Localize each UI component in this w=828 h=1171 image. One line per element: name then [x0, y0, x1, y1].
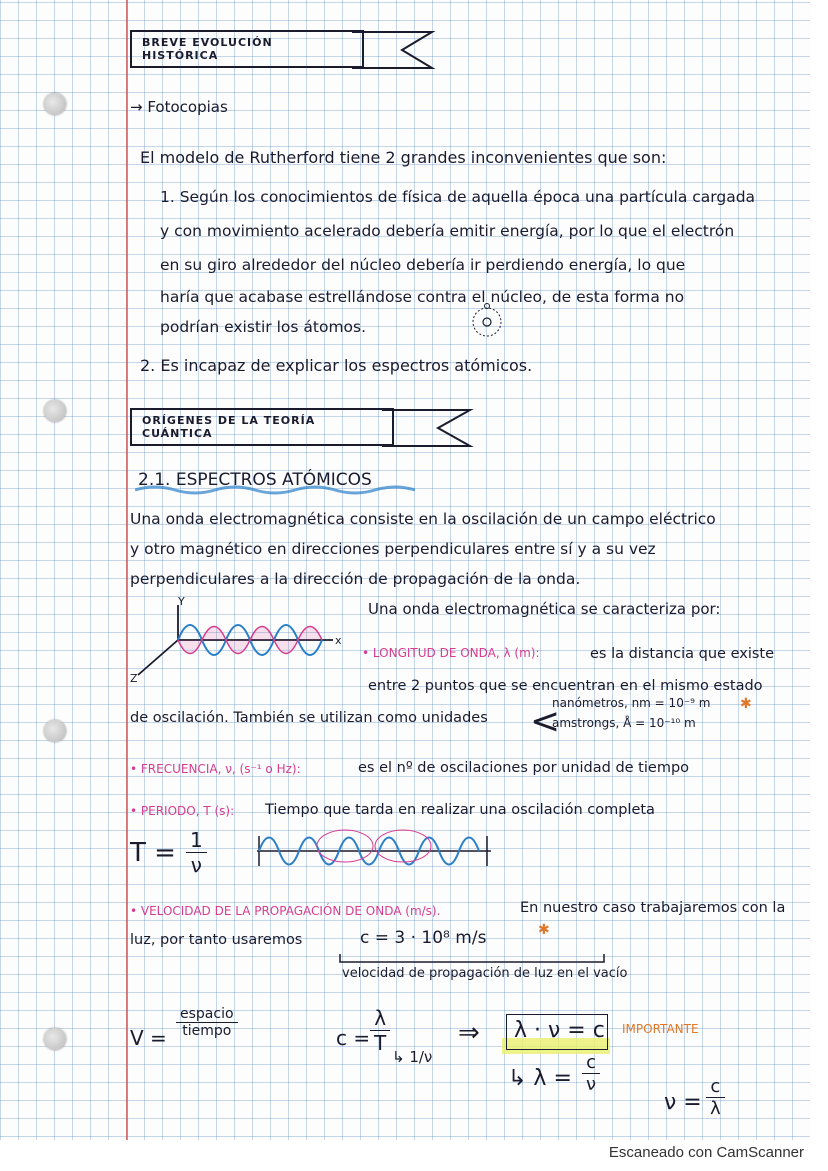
atom-sketch-icon [465, 300, 510, 340]
brace-icon: < [530, 701, 561, 742]
point2-text: 2. Es incapaz de explicar los espectros atómicos. [140, 356, 533, 375]
v-formula-lhs: V = [130, 1026, 167, 1050]
longitud-text: es la distancia que existe [590, 646, 775, 662]
lambda-formula-lhs: ↳ λ = [508, 1066, 572, 1091]
periodo-label: • PERIODO, T (s): [130, 804, 235, 818]
velocidad-text2: luz, por tanto usaremos [130, 932, 303, 948]
scanner-watermark: Escaneado con CamScanner [608, 1144, 804, 1161]
v-fraction [176, 1006, 238, 1039]
para-line: perpendiculares a la dirección de propagación de la onda. [130, 570, 581, 588]
lambda-fraction [582, 1052, 600, 1095]
fraction-denominator: T [374, 1031, 387, 1055]
longitud-text2: entre 2 puntos que se encuentran en el mismo estado [368, 678, 763, 694]
point1-line: haría que acabase estrellándose contra el núcleo, de esta forma no [160, 288, 685, 306]
c-fraction [370, 1006, 390, 1055]
implies-arrow-icon: ⇒ [458, 1018, 480, 1048]
c-constant-formula: c = 3 · 10⁸ m/s [360, 928, 487, 948]
frecuencia-label: • FRECUENCIA, ν, (s⁻¹ o Hz): [130, 762, 301, 776]
fotocopias-text: Fotocopias [147, 98, 228, 116]
axis-y-label: Y [178, 595, 185, 608]
axis-z-label: Z [130, 672, 138, 685]
frecuencia-text: es el nº de oscilaciones por unidad de tiempo [358, 760, 690, 776]
char-intro: Una onda electromagnética se caracteriza por: [368, 600, 721, 618]
longitud-text3: de oscilación. También se utilizan como unidades [130, 710, 488, 726]
point1-line: y con movimiento acelerado debería emitir energía, por lo que el electrón [160, 222, 735, 240]
c-formula-lhs: c = [336, 1026, 371, 1050]
binder-hole [44, 93, 66, 115]
axis-x-label: x [335, 634, 342, 647]
c-caption: velocidad de propagación de luz en el vacío [342, 966, 628, 981]
c-caption-bracket [338, 952, 608, 966]
fraction-denominator: ν [190, 853, 202, 877]
periodo-text: Tiempo que tarda en realizar una oscilación completa [265, 802, 655, 818]
periodo-fraction [186, 828, 207, 877]
fraction-numerator: espacio [176, 1006, 238, 1023]
binder-hole [44, 720, 66, 742]
fraction-numerator: c [582, 1052, 600, 1074]
title-banner-tail [352, 28, 442, 72]
point1-line: podrían existir los átomos. [160, 318, 367, 336]
asterisk-icon: ✱ [740, 696, 752, 712]
para-line: Una onda electromagnética consiste en la oscilación de un campo eléctrico [130, 510, 716, 528]
asterisk-icon: ✱ [538, 922, 550, 938]
intro-text: El modelo de Rutherford tiene 2 grandes inconvenientes que son: [140, 148, 667, 167]
fraction-numerator: 1 [186, 828, 207, 853]
binder-hole [44, 1028, 66, 1050]
c-sub-note: ↳ 1/ν [392, 1048, 433, 1066]
velocidad-text: En nuestro caso trabajaremos con la [520, 900, 786, 916]
fraction-numerator: λ [370, 1006, 390, 1031]
important-formula: λ · ν = c [514, 1018, 605, 1043]
longitud-label: • LONGITUD DE ONDA, λ (m): [362, 646, 540, 660]
fraction-denominator: ν [586, 1074, 597, 1095]
point1-line: 1. Según los conocimientos de física de aquella época una partícula cargada [160, 188, 756, 206]
unit-amstrongs: amstrongs, Å = 10⁻¹⁰ m [552, 716, 696, 730]
section-title-evolucion: BREVE EVOLUCIÓN HISTÓRICA [130, 30, 364, 68]
periodo-formula-lhs: T = [130, 838, 176, 868]
arrow-item-fotocopias [130, 98, 228, 116]
unit-nanometros: nanómetros, nm = 10⁻⁹ m [552, 696, 711, 710]
binder-hole [44, 400, 66, 422]
fraction-denominator: λ [710, 1098, 721, 1119]
em-wave-diagram [128, 595, 348, 690]
subtitle-espectros: 2.1. ESPECTROS ATÓMICOS [138, 470, 372, 490]
section-title-origenes: ORÍGENES DE LA TEORÍA CUÁNTICA [130, 408, 394, 446]
period-wave-sketch [255, 826, 495, 876]
blue-underline [135, 482, 415, 496]
para-line: y otro magnético en direcciones perpendiculares entre sí y a su vez [130, 540, 656, 558]
margin-line [126, 0, 128, 1140]
point1-line: en su giro alrededor del núcleo debería ir perdiendo energía, lo que [160, 256, 686, 274]
title-banner-tail [382, 406, 482, 450]
velocidad-label: • VELOCIDAD DE LA PROPAGACIÓN DE ONDA (m/s). [130, 904, 441, 918]
fraction-denominator: tiempo [182, 1023, 232, 1039]
nu-fraction [706, 1076, 725, 1119]
important-label: IMPORTANTE [622, 1022, 699, 1036]
arrow-icon: → [130, 98, 148, 116]
fraction-numerator: c [706, 1076, 725, 1098]
nu-formula-lhs: ν = [664, 1090, 702, 1115]
